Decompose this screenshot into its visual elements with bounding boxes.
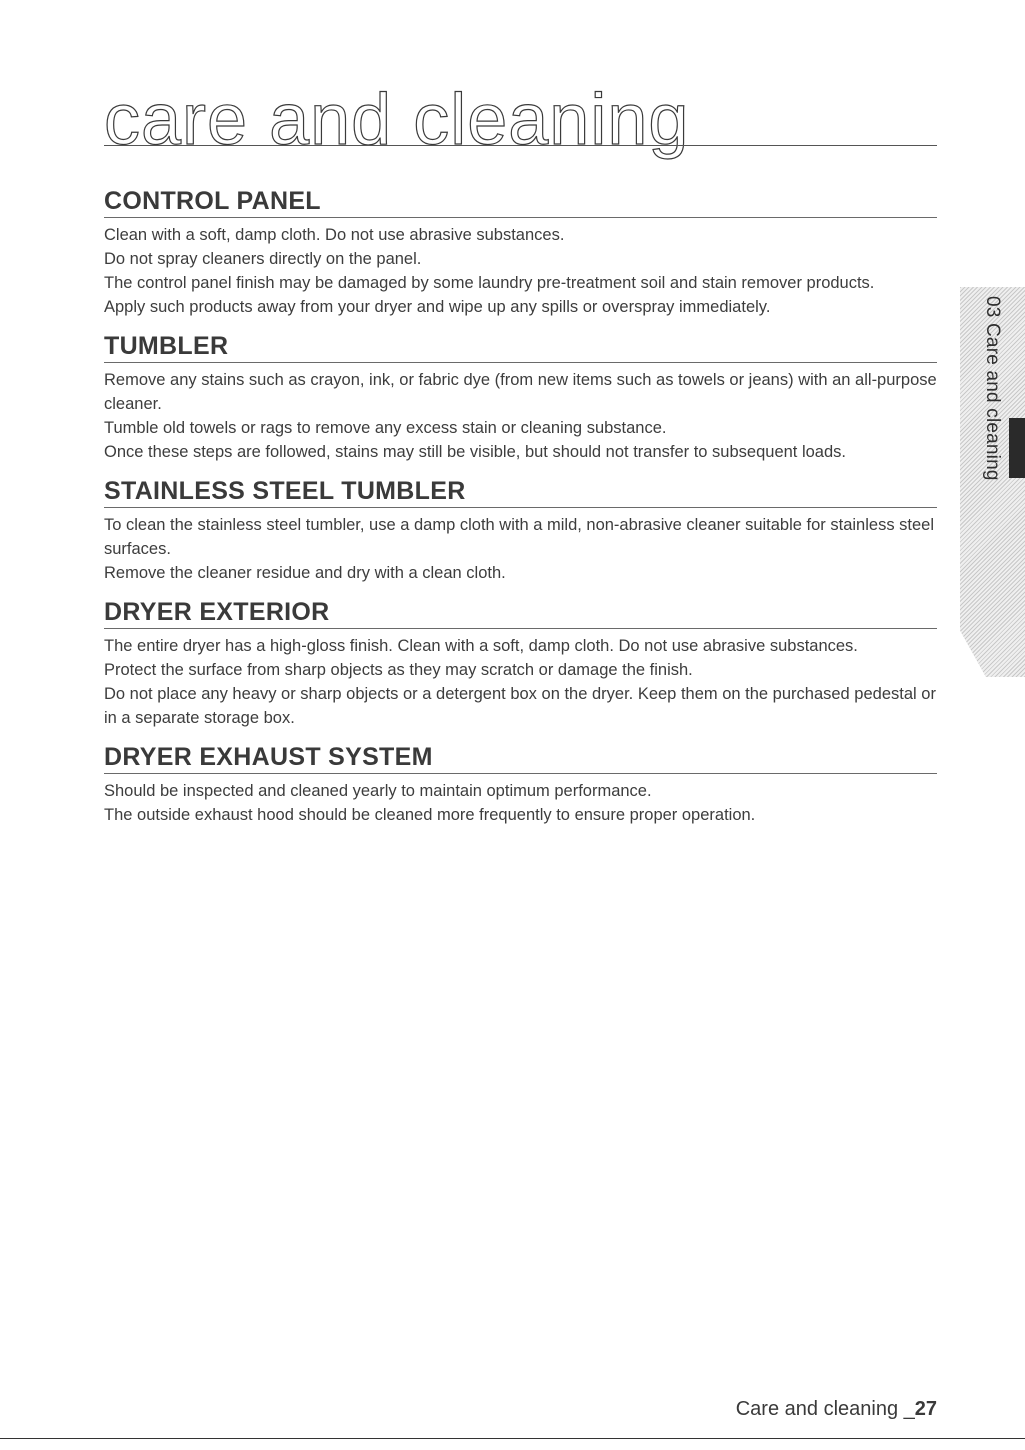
paragraph: Do not spray cleaners directly on the panel. bbox=[104, 250, 422, 268]
paragraph: Should be inspected and cleaned yearly to maintain optimum performance. bbox=[104, 782, 652, 800]
section-heading: DRYER EXTERIOR bbox=[104, 597, 937, 629]
section-body bbox=[104, 629, 937, 730]
chapter-tab-label: 03 Care and cleaning bbox=[982, 296, 1003, 481]
section-control-panel bbox=[104, 186, 937, 319]
section-heading: CONTROL PANEL bbox=[104, 186, 937, 218]
paragraph: To clean the stainless steel tumbler, use a damp cloth with a mild, non-abrasive cleaner suitable for stainless steel surfaces. bbox=[104, 516, 935, 558]
section-dryer-exhaust-system bbox=[104, 742, 937, 827]
paragraph: Once these steps are followed, stains may still be visible, but should not transfer to subsequent loads. bbox=[104, 443, 846, 461]
section-heading: TUMBLER bbox=[104, 331, 937, 363]
section-stainless-steel-tumbler bbox=[104, 476, 937, 585]
paragraph: Do not place any heavy or sharp objects or a detergent box on the dryer. Keep them on the purchased pedestal or in a separate storage box. bbox=[104, 685, 936, 727]
paragraph: Protect the surface from sharp objects as they may scratch or damage the finish. bbox=[104, 661, 693, 679]
page-number: 27 bbox=[914, 1398, 937, 1420]
footer-label: Care and cleaning _ bbox=[735, 1398, 915, 1420]
paragraph: Apply such products away from your dryer and wipe up any spills or overspray immediately. bbox=[104, 298, 771, 316]
section-heading: DRYER EXHAUST SYSTEM bbox=[104, 742, 937, 774]
paragraph: The control panel finish may be damaged by some laundry pre-treatment soil and stain remover products. bbox=[104, 274, 875, 292]
section-heading: STAINLESS STEEL TUMBLER bbox=[104, 476, 937, 508]
page-title: care and cleaning bbox=[104, 80, 690, 160]
paragraph: Tumble old towels or rags to remove any excess stain or cleaning substance. bbox=[104, 419, 667, 437]
title-divider bbox=[104, 145, 937, 146]
page-footer bbox=[736, 1398, 937, 1421]
section-body bbox=[104, 218, 937, 319]
footer-divider bbox=[0, 1438, 1025, 1439]
section-dryer-exterior bbox=[104, 597, 937, 730]
paragraph: Remove any stains such as crayon, ink, or fabric dye (from new items such as towels or jeans) with an all-purpose cleaner. bbox=[104, 371, 937, 413]
section-body bbox=[104, 508, 937, 585]
paragraph: Clean with a soft, damp cloth. Do not use abrasive substances. bbox=[104, 226, 565, 244]
section-tumbler bbox=[104, 331, 937, 464]
section-body bbox=[104, 774, 937, 827]
paragraph: Remove the cleaner residue and dry with a clean cloth. bbox=[104, 564, 506, 582]
paragraph: The outside exhaust hood should be cleaned more frequently to ensure proper operation. bbox=[104, 806, 756, 824]
section-body bbox=[104, 363, 937, 464]
chapter-tab-marker bbox=[1009, 418, 1025, 478]
main-content bbox=[104, 186, 937, 839]
paragraph: The entire dryer has a high-gloss finish. Clean with a soft, damp cloth. Do not use abrasive substances. bbox=[104, 637, 858, 655]
